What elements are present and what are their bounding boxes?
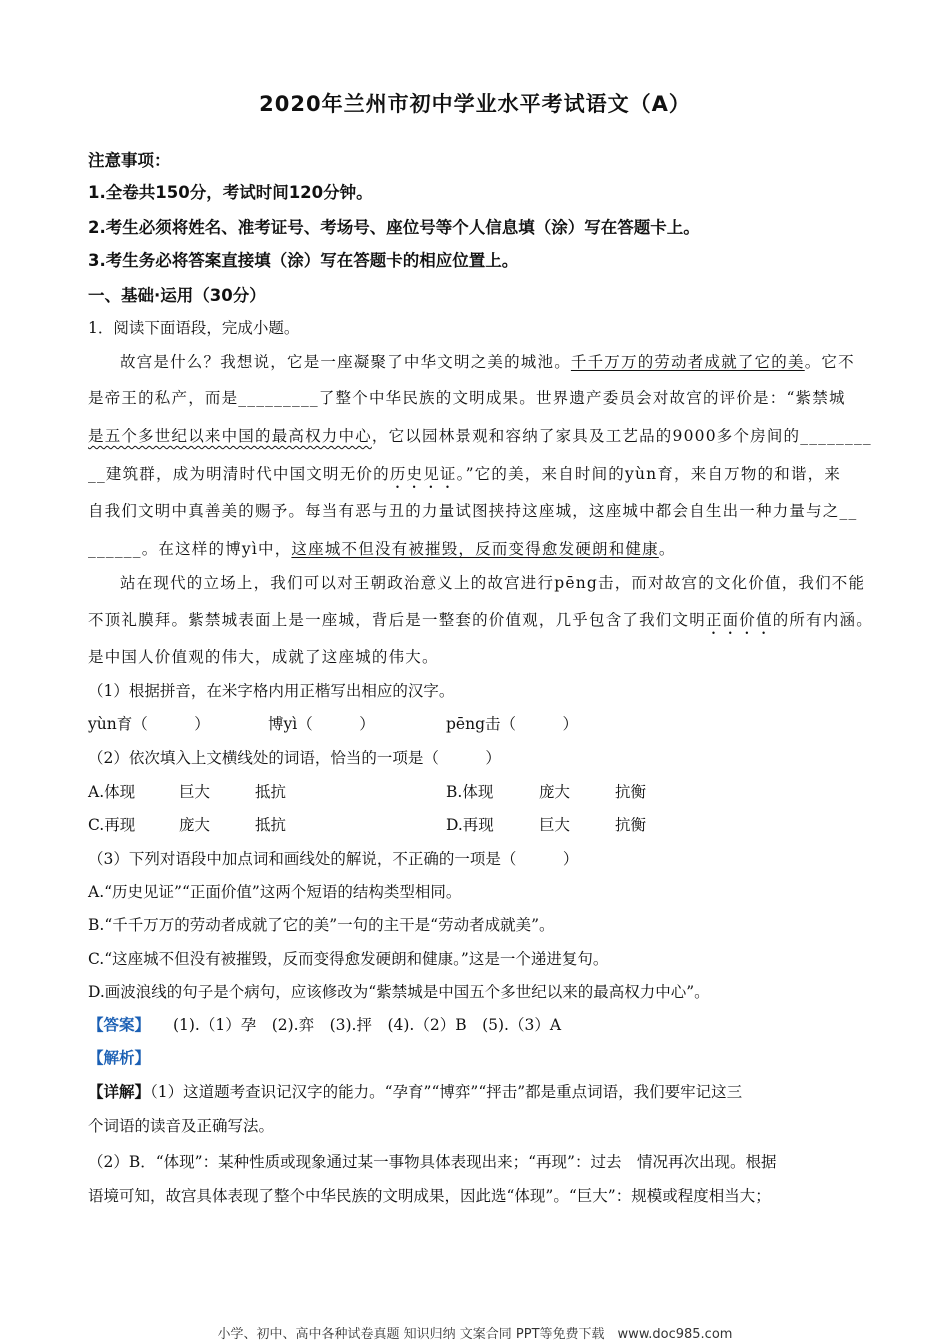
option-a: A.体现	[88, 783, 136, 801]
notice-item-1: 1.全卷共150分，考试时间120分钟。	[88, 183, 373, 202]
notice-item-2: 2.考生必须将姓名、准考证号、考场号、座位号等个人信息填（涂）写在答题卡上。	[88, 218, 700, 237]
underlined-sentence: 这座城不但没有被摧毁，反而变得愈发硬朗和健康	[291, 540, 659, 558]
option-b-word: 抗衡	[615, 783, 647, 801]
answer-label: 【答案】	[88, 1016, 151, 1034]
passage-text: 。它不	[804, 353, 855, 371]
answer-line	[88, 1013, 868, 1035]
pinyin-item: yùn育（ ）	[88, 715, 210, 733]
option-b: B.体现	[446, 783, 494, 801]
option-c: C.再现	[88, 816, 136, 834]
option-a-word: 巨大	[179, 783, 211, 801]
passage-line	[88, 537, 868, 559]
dotted-phrase: 历史见证	[389, 465, 457, 483]
passage-text: ，它以园林景观和容纳了家具及工艺品的9000多个房间的________	[371, 427, 872, 445]
passage-line: 自我们文明中真善美的赐予。每当有恶与丑的力量试图挟持这座城，这座城中都会自生出一种力量与之__	[88, 502, 858, 520]
passage-text: ______。在这样的博yì中，	[88, 540, 292, 558]
question-1-stem: 1．阅读下面语段，完成小题。	[88, 319, 300, 337]
option-d: D.再现	[446, 816, 494, 834]
option-b-word: 庞大	[539, 783, 571, 801]
footer-watermark: 小学、初中、高中各种试卷真题 知识归纳 文案合同 PPT等免费下载 www.doc985.com	[217, 1327, 733, 1342]
passage-line	[88, 462, 868, 492]
passage-text: 的所有内涵。	[772, 611, 873, 629]
subquestion-1: （1）根据拼音，在米字格内用正楷写出相应的汉字。	[88, 682, 455, 700]
analysis-line	[88, 1046, 868, 1068]
passage-text: __建筑群，成为明清时代中国文明无价的	[88, 465, 390, 483]
notice-heading: 注意事项：	[88, 151, 171, 170]
detail-line: 语境可知，故宫具体表现了整个中华民族的文明成果，因此选“体现”。“巨大”：规模或程度相当大；	[88, 1187, 771, 1205]
passage-text: 故宫是什么？我想说，它是一座凝聚了中华文明之美的城池。	[120, 353, 571, 371]
passage-text: 。	[658, 540, 676, 558]
passage-text: 。”它的美，来自时间的yùn育，来自万物的和谐，来	[456, 465, 842, 483]
option-b: B.“千千万万的劳动者成就了它的美”一句的主干是“劳动者成就美”。	[88, 916, 555, 934]
section-1-heading: 一、基础·运用（30分）	[88, 286, 266, 305]
analysis-label: 【解析】	[88, 1049, 151, 1067]
subquestion-2: （2）依次填入上文横线处的词语，恰当的一项是（ ）	[88, 749, 501, 767]
passage-line	[88, 608, 873, 638]
answer-text: (1).（1）孕 (2).弈 (3).抨 (4).（2）B (5).（3）A	[172, 1016, 562, 1034]
passage-line: 是帝王的私产，而是_________了整个中华民族的文明成果。世界遗产委员会对故宫的评价是：“紫禁城	[88, 389, 846, 407]
underlined-sentence: 千千万万的劳动者成就了它的美	[570, 353, 805, 371]
option-a-word: 抵抗	[255, 783, 287, 801]
passage-text: 不顶礼膜拜。紫禁城表面上是一座城，背后是一整套的价值观，几乎包含了我们文明	[88, 611, 706, 629]
passage-line: 是中国人价值观的伟大，成就了这座城的伟大。	[88, 648, 439, 666]
pinyin-item: pēng击（ ）	[446, 715, 579, 733]
passage-line: 站在现代的立场上，我们可以对王朝政治意义上的故宫进行pēng击，而对故宫的文化价值，我们不能	[120, 574, 866, 592]
pinyin-item: 博yì（ ）	[268, 715, 375, 733]
option-d: D.画波浪线的句子是个病句，应该修改为“紫禁城是中国五个多世纪以来的最高权力中心”。	[88, 983, 710, 1001]
detail-line: 个词语的读音及正确写法。	[88, 1117, 275, 1135]
option-d-word: 巨大	[539, 816, 571, 834]
option-a: A.“历史见证”“正面价值”这两个短语的结构类型相同。	[88, 883, 462, 901]
subquestion-3: （3）下列对语段中加点词和画线处的解说，不正确的一项是（ ）	[88, 850, 579, 868]
wavy-underlined-sentence: 是五个多世纪以来中国的最高权力中心	[88, 427, 372, 445]
option-c-word: 抵抗	[255, 816, 287, 834]
page-title: 2020年兰州市初中学业水平考试语文（A）	[259, 92, 691, 116]
detail-label: 【详解】	[88, 1083, 151, 1101]
option-c-word: 庞大	[179, 816, 211, 834]
notice-item-3: 3.考生务必将答案直接填（涂）写在答题卡的相应位置上。	[88, 251, 519, 270]
option-c: C.“这座城不但没有被摧毁，反而变得愈发硬朗和健康。”这是一个递进复句。	[88, 950, 609, 968]
passage-line	[88, 424, 872, 446]
detail-line: （2）B．“体现”：某种性质或现象通过某一事物具体表现出来；“再现”：过去 情况再次出现。根据	[88, 1153, 777, 1171]
detail-text: （1）这道题考查识记汉字的能力。“孕育”“博弈”“抨击”都是重点词语，我们要牢记这三	[150, 1083, 743, 1101]
option-d-word: 抗衡	[615, 816, 647, 834]
dotted-phrase: 正面价值	[705, 611, 773, 629]
detail-line	[88, 1080, 868, 1102]
passage-line	[120, 350, 900, 372]
